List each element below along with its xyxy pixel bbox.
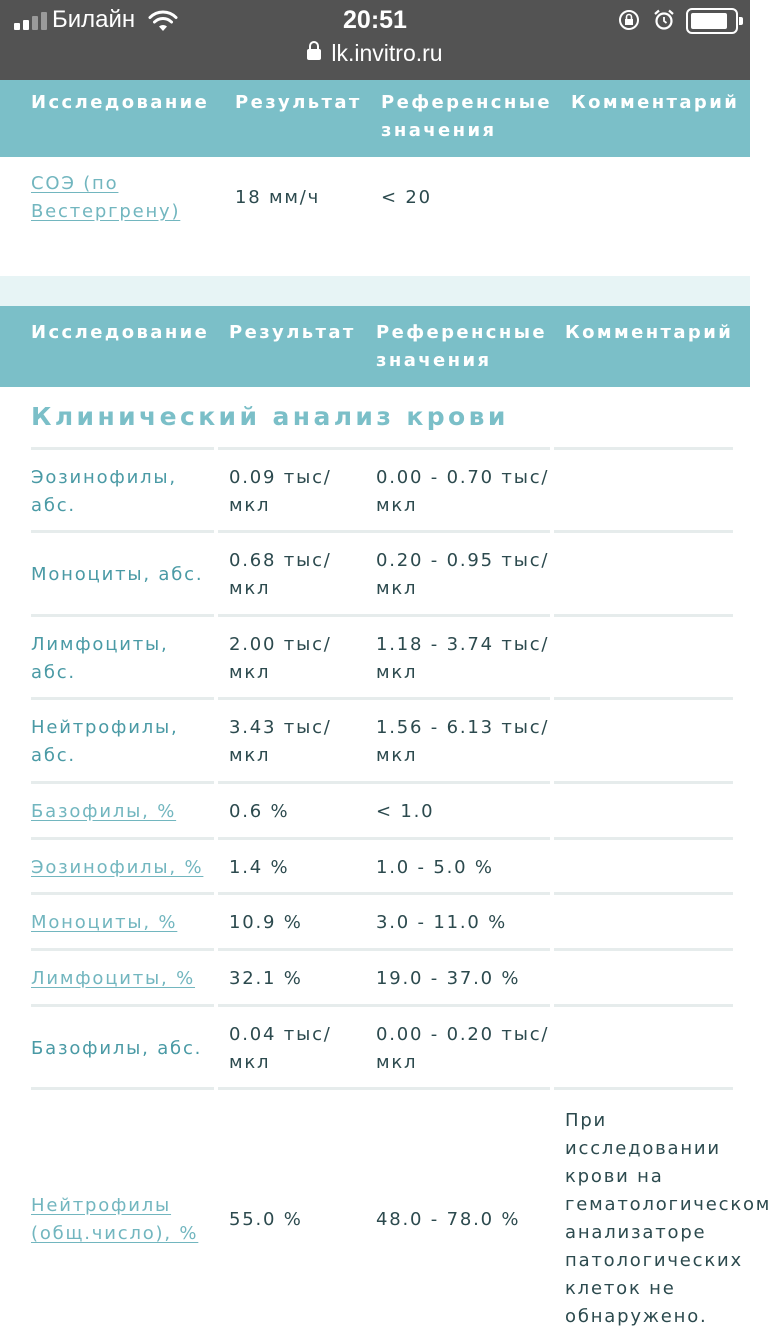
esr-table-header [0,80,750,157]
column-study: Исследование [31,92,210,113]
row-separator [31,1087,214,1090]
row-separator [218,781,550,784]
row-separator [554,948,733,951]
row-separator [218,892,550,895]
column-comment: Комментарий [571,92,740,113]
row-separator [31,892,214,895]
row-separator [31,530,214,533]
row-separator [218,1004,550,1007]
row-separator [554,781,733,784]
row-separator [554,530,733,533]
column-study: Исследование [31,322,210,343]
row-result: 0.09 тыс/ мкл [229,466,332,516]
status-bar [0,0,750,40]
row-reference: < 1.0 [376,801,435,822]
row-result: 0.04 тыс/ мкл [229,1023,332,1073]
esr-result: 18 мм/ч [235,187,321,208]
row-separator [31,948,214,951]
column-result: Результат [229,322,356,343]
row-separator [554,697,733,700]
row-result: 3.43 тыс/ мкл [229,717,332,766]
column-reference: Референсные значения [376,322,547,371]
row-separator [554,837,733,840]
row-name-link[interactable]: Лимфоциты, % [31,968,196,989]
row-separator [554,1087,733,1090]
row-separator [31,447,214,450]
browser-top-bar [0,0,750,80]
row-separator [31,697,214,700]
row-name: Лимфоциты, абс. [31,633,169,683]
row-separator [554,892,733,895]
row-reference: 3.0 - 11.0 % [376,912,508,933]
row-name-link[interactable]: Моноциты, % [31,912,178,933]
row-comment: При исследовании крови на гематологическом анализаторе патологических клеток не обнаружено. [565,1110,771,1327]
row-result: 2.00 тыс/ мкл [229,633,332,683]
section-title: Клинический анализ крови [31,402,509,431]
row-separator [218,697,550,700]
alarm-icon [653,9,675,31]
row-separator [218,614,550,617]
column-result: Результат [235,92,362,113]
row-reference: 1.56 - 6.13 тыс/ мкл [376,717,550,766]
row-reference: 1.18 - 3.74 тыс/ мкл [376,633,550,683]
row-separator [218,447,550,450]
carrier-name: Билайн [52,6,136,33]
column-comment: Комментарий [565,322,734,343]
row-name-link[interactable]: Нейтрофилы (общ.число), % [31,1195,199,1244]
row-name-link[interactable]: Эозинофилы, % [31,856,204,878]
row-separator [31,614,214,617]
row-separator [218,1087,550,1090]
esr-name-link[interactable]: СОЭ (по Вестергрену) [31,173,181,222]
table-divider-band [0,276,750,306]
row-reference: 0.00 - 0.20 тыс/ мкл [376,1023,550,1073]
row-result: 1.4 % [229,856,290,878]
row-separator [218,530,550,533]
row-result: 55.0 % [229,1209,303,1230]
battery-icon [686,8,738,34]
row-name: Эозинофилы, абс. [31,466,177,516]
row-reference: 19.0 - 37.0 % [376,968,521,989]
row-separator [31,1004,214,1007]
url-bar[interactable] [0,40,750,80]
row-result: 0.6 % [229,801,290,822]
row-name-link[interactable]: Базофилы, % [31,801,177,822]
status-time: 20:51 [343,6,407,34]
row-separator [31,781,214,784]
row-result: 32.1 % [229,968,303,989]
blood-table-header [0,306,750,387]
row-separator [554,1004,733,1007]
row-result: 10.9 % [229,912,303,933]
rotation-lock-icon [618,9,640,31]
row-reference: 0.20 - 0.95 тыс/ мкл [376,550,550,599]
row-result: 0.68 тыс/ мкл [229,550,332,599]
row-name: Моноциты, абс. [31,564,204,585]
row-separator [554,614,733,617]
row-reference: 48.0 - 78.0 % [376,1209,521,1230]
row-separator [218,948,550,951]
row-name: Нейтрофилы, абс. [31,717,179,766]
row-separator [554,447,733,450]
row-reference: 0.00 - 0.70 тыс/ мкл [376,466,550,516]
column-reference: Референсные значения [381,92,552,141]
row-separator [31,837,214,840]
row-reference: 1.0 - 5.0 % [376,856,494,878]
row-separator [218,837,550,840]
row-name: Базофилы, абс. [31,1037,203,1059]
url-text[interactable]: lk.invitro.ru [331,40,443,66]
lock-icon [307,41,321,61]
esr-reference: < 20 [381,187,432,208]
